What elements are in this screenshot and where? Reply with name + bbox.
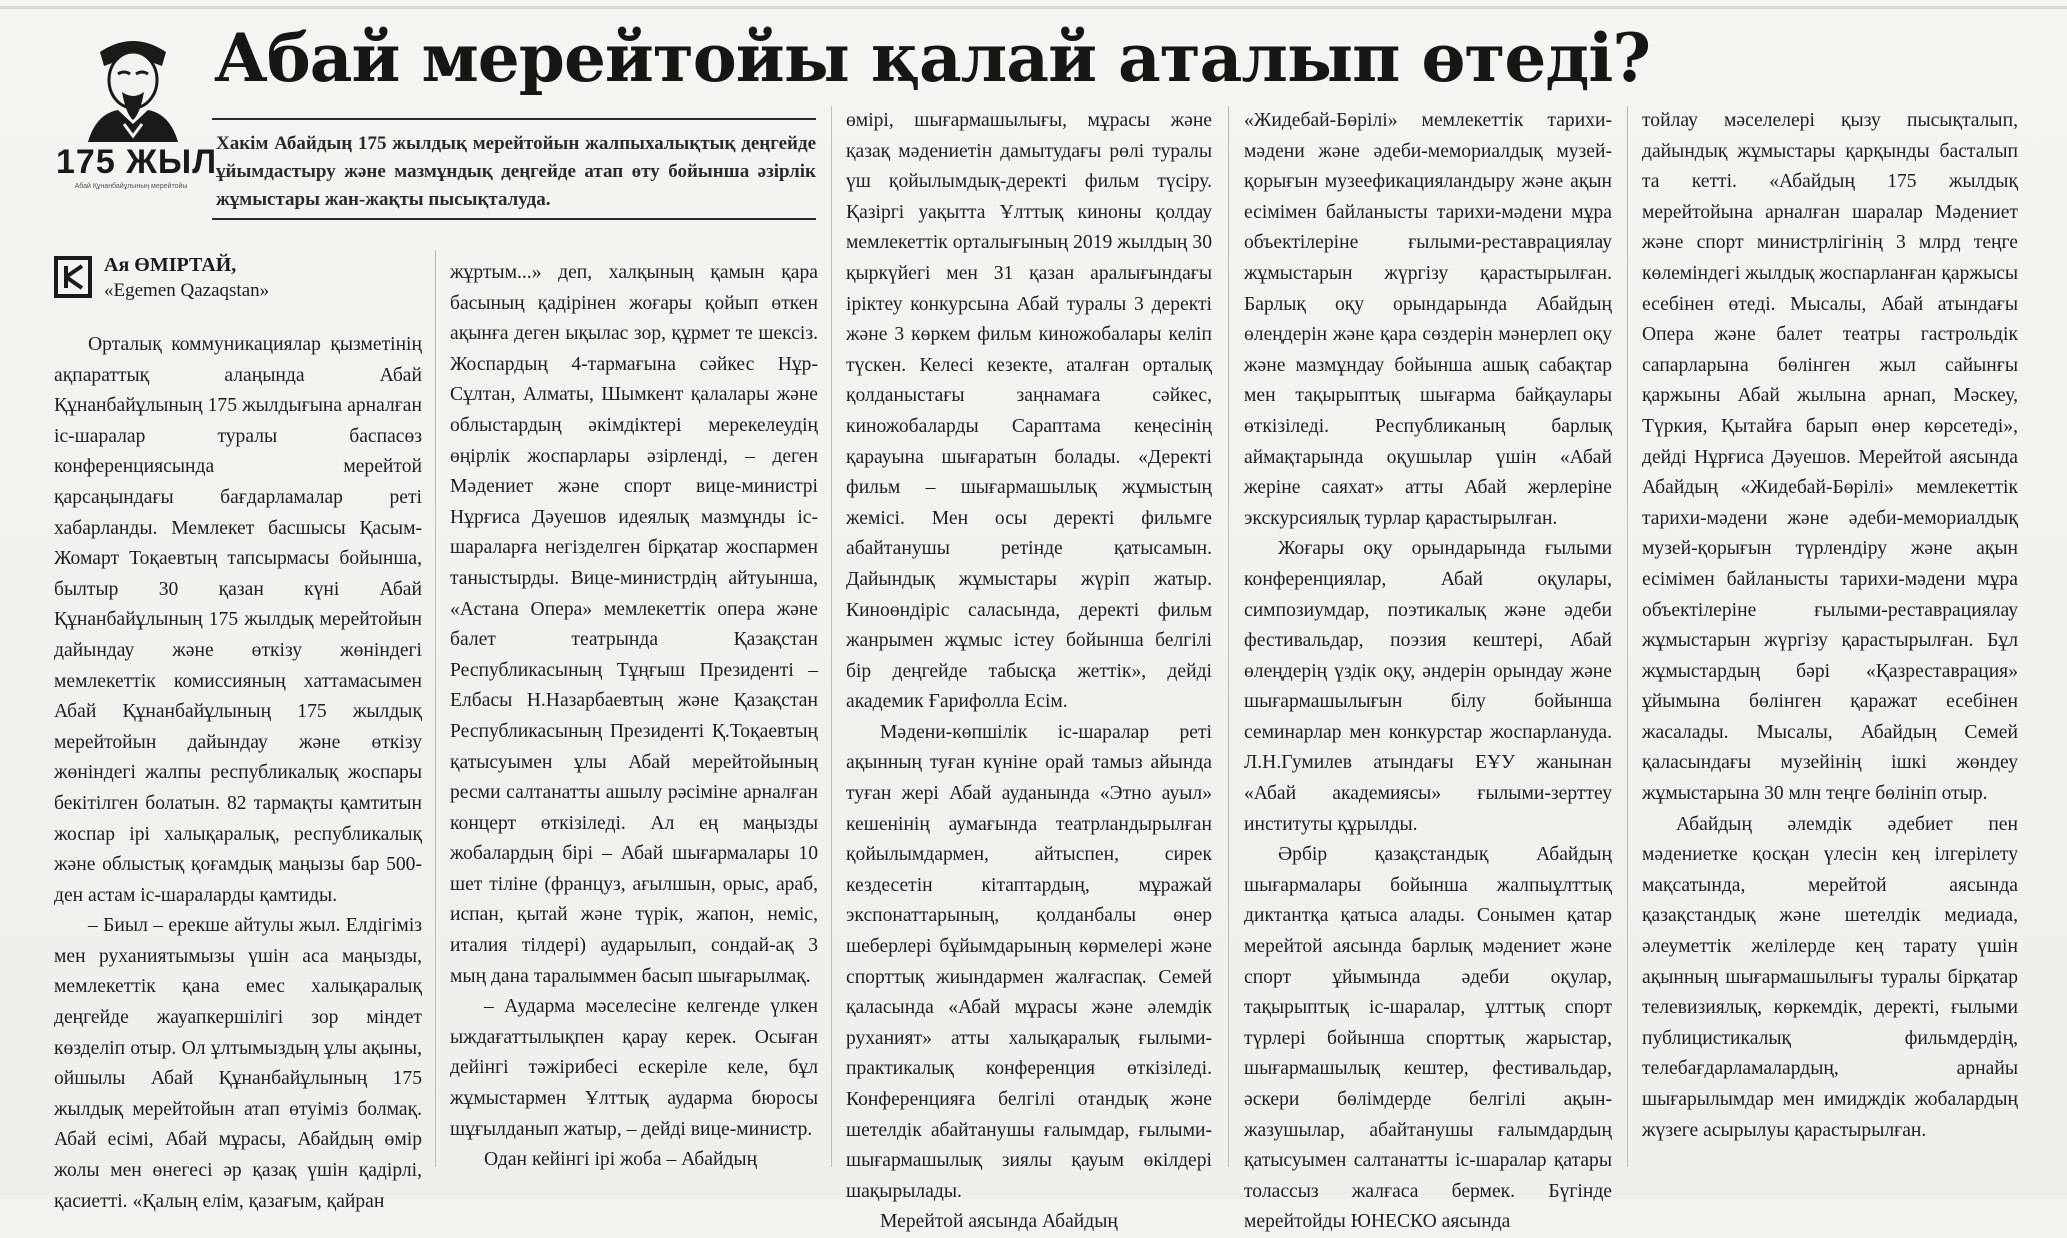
column-gutter — [1228, 106, 1229, 1167]
article-column-2 — [450, 258, 818, 1176]
paragraph: Мерейтой аясында Абайдың — [880, 1211, 1118, 1233]
article-column-1 — [54, 330, 422, 1217]
jubilee-emblem — [56, 143, 218, 191]
paragraph: Абайдың әлемдік әдебиет пен мәдениетке қосқан үлесін кең ілгерілету мақсатында, мерейтой аясында қазақстандық және шетелдік медиада, әлеуметтік желілерде кең тарату үшін ақынның шығармашылығы туралы бірқатар телевизиялық, көркемдік, деректі, ғылыми публицистикалық фильмдердің, телебағдарламалардың, арнайы шығарылымдар мен имидждік жобалардың жүзеге асырылуы қарастырылған. — [1642, 813, 2018, 1141]
byline — [104, 252, 324, 304]
column-gutter — [1627, 106, 1628, 1167]
article-column-3 — [846, 106, 1212, 1238]
byline-source: «Egemen Qazaqstan» — [104, 280, 270, 301]
paragraph: өмірі, шығармашылығы, мұрасы және қазақ мәдениетін дамытудағы рөлі туралы үш қойылымдық-деректі фильм түсіру. Қазіргі уақытта Ұлттық киноны қолдау мемлекеттік орталығының 2019 жылдың 30 қыркүйегі мен 31 қазан аралығындағы іріктеу конкурсына Абай туралы 3 деректі және 3 көркем фильм киножобалары келіп түскен. Келесі кезекте, аталған орталық қолданыстағы заңнамаға сәйкес, киножобаларды Сараптама кеңесінің қарауына шығаратын болады. «Деректі фильм – шығармашылық жұмыстың жемісі. Мен осы деректі фильмге абайтанушы ретінде қатысамын. Дайындық жұмыстары жүріп жатыр. Киноөндіріс саласында, деректі фильм жанрымен жұмыс істеу бойынша белгілі бір деңгейде табысқа жеттік», дейді академик Ғарифолла Есім. — [846, 110, 1212, 713]
article-column-5 — [1642, 106, 2018, 1146]
article-lead: Хакім Абайдың 175 жылдық мерейтойын жалпыхалықтық деңгейде ұйымдастыру және мазмұндық деңгейде атап өту бойынша әзірлік жұмыстары жан-жақты пысықталуда. — [216, 133, 816, 210]
article-headline: Абай мерейтойы қалай аталып өтеді? — [214, 19, 1651, 97]
jubilee-subtitle: Абай Құнанбайұлының мерейтойы — [74, 183, 188, 190]
paragraph: Орталық коммуникациялар қызметінің ақпараттық алаңында Абай Құнанбайұлының 175 жылдығына арналған іс-шаралар туралы баспасөз конференциясында мерейтой қарсаңындағы бағдарламалар реті хабарланды. Мемлекет басшысы Қасым-Жомарт Тоқаевтың тапсырмасы бойынша, былтыр 30 қазан күні Абай Құнанбайұлының 175 жылдық мерейтойын дайындау және өткізу жөніндегі мемлекеттік комиссияның хаттамасымен Абай Құнанбайұлының 175 жылдық мерейтойын дайындау және өткізу жөніндегі жалпы республикалық жоспары бекітілген болатын. 82 тармақты қамтитын жоспар ірі халықаралық, республикалық және облыстық қоғамдық маңызы бар 500-ден астам іс-шараларды қамтиды. — [54, 334, 422, 906]
jubilee-number: 175 ЖЫЛ — [56, 143, 218, 181]
paragraph: жұртым...» деп, халқының қамын қара басының қадірінен жоғары қойып өткен ақынға деген ықылас зор, құрмет те шексіз. Жоспардың 4-тармағына сәйкес Нұр-Сұлтан, Алматы, Шымкент қалалары және облыстардың әкімдіктері мерекелеудің өңірлік жоспарлары әзірленді, – деген Мәдениет және спорт вице-министрі Нұрғиса Дәуешов идеялық мазмұнды іс-шараларға негізделген бірқатар жоспармен таныстырды. Вице-министрдің айтуынша, «Астана Опера» мемлекеттік опера және балет театрында Қазақстан Республикасының Тұңғыш Президенті – Елбасы Н.Назарбаевтың және Қазақстан Республикасының Президенті Қ.Тоқаевтың қатысуымен ұлы Абай мерейтойының ресми салтанатты ашылу рәсіміне арналған концерт өткізіледі. Ал ең маңызды жобалардың бірі – Абай шығармалары 10 шет тіліне (француз, ағылшын, орыс, араб, испан, қытай және түрік, жапон, неміс, италия тілдері) аударылып, сондай-ақ 3 мың дана таралыммен басып шығарылмақ. — [450, 262, 818, 987]
byline-author: Ая ӨМІРТАЙ, — [104, 254, 237, 276]
abai-portrait-icon — [78, 24, 188, 142]
top-rule — [0, 6, 2067, 9]
paragraph: Әрбір қазақстандық Абайдың шығармалары бойынша жалпыұлттық диктантқа қатыса алады. Сонымен қатар мерейтой аясында барлық мәдениет және спорт ұйымында әдеби оқулар, тақырыптық іс-шаралар, ұлттық спорт түрлері бойынша спорттық жарыстар, шығармашылық кештер, фестивальдар, әскери бөлімдерде белгілі ақын-жазушылар, абайтанушы ғалымдардың қатысуымен салтанатты іс-шаралар қатары толассыз жалғаса бермек. Бүгінде мерейтойды ЮНЕСКО аясында — [1244, 844, 1612, 1233]
paragraph: тойлау мәселелері қызу пысықталып, дайындық жұмыстары қарқынды басталып та кетті. «Абайдың 175 жылдық мерейтойына арналған шаралар Мәдениет және спорт министрлігінің 3 млрд теңге көлеміндегі жылдық жоспарланған қаржысы есебінен өтеді. Мысалы, Абай атындағы Опера және балет театры гастрольдік сапарларына бөлінген жыл сайынғы қаржыны Абай жылына арнап, Мәскеу, Түркия, Қытайға барып өнер көрсетеді», дейді Нұрғиса Дәуешов. Мерейтой аясында Абайдың «Жидебай-Бөрілі» мемлекеттік тарихи-мәдени және әдеби-мемориалдық музей-қорығын түрлендіру және ақын есімімен байланысты тарихи-мәдени мұра объектілеріне ғылыми-реставрациялау жұмыстарын жүргізу қарастырылған. Бұл жұмыстардың бәрі «Қазреставрация» ұйымына бөлінген қаражат есебінен жасалады. Мысалы, Абайдың Семей қаласындағы музейінің ішкі жөндеу жұмыстарына 30 млн теңге бөлініп отыр. — [1642, 110, 2018, 805]
paragraph: – Биыл – ерекше айтулы жыл. Елдігіміз мен руханиятымызы үшін аса маңызды, мемлекеттік қана емес халықаралық деңгейде жауапкершілігі зор міндет көзделіп отыр. Ол ұлтымыздың ұлы ақыны, ойшылы Абай Құнанбайұлының 175 жылдық мерейтойын атап өтуіміз болмақ. Абай есімі, Абай мұрасы, Абайдың өмір жолы мен өнегесі әр қазақ үшін қадірлі, қасиетті. «Қалың елім, қазағым, қайран — [54, 915, 422, 1212]
column-gutter — [435, 250, 436, 1167]
column-gutter — [831, 106, 832, 1167]
lead-rule-bottom — [212, 218, 816, 220]
paragraph: Одан кейінгі ірі жоба – Абайдың — [484, 1149, 758, 1171]
paragraph: «Жидебай-Бөрілі» мемлекеттік тарихи-мәдени және әдеби-мемориалдық музей-қорығын музеефикацияландыру және ақын есімімен байланысты тарихи-мәдени мұра объектілеріне ғылыми-реставрациялау жұмыстарын жүргізу қарастырылған. Барлық оқу орындарында Абайдың өлеңдерін және қара сөздерін мәнерлеп оқу және мазмұндау бойынша ашық сабақтар мен тақырыптық шығарма байқаулары өткізіледі. Республиканың барлық аймақтарында оқушылар үшін «Абай жеріне саяхат» атты Абай жерлеріне экскурсиялық турлар қарастырылған. — [1244, 110, 1612, 529]
article-column-4 — [1244, 106, 1612, 1238]
egemen-logo-icon — [54, 256, 92, 298]
paragraph: – Аударма мәселесіне келгенде үлкен ыждағаттылықпен қарау керек. Осыған дейінгі тәжірибесі ескеріле келе, бұл жұмыстармен Ұлттық аударма бюросы шұғылданып жатыр, – дейді вице-министр. — [450, 996, 818, 1140]
paragraph: Мәдени-көпшілік іс-шаралар реті ақынның туған күніне орай тамыз айында туған жері Абай ауданында «Этно ауыл» кешенінің аумағында театрландырылған қойылымдармен, айтыспен, сирек кездесетін кітаптардың, мұражай экспонаттарының, қолданбалы өнер шеберлері бұйымдарының көрмелері және спорттық жиындармен жалғаспақ. Семей қаласында «Абай мұрасы және әлемдік руханият» атты халықаралық ғылыми-практикалық конференция өткізіледі. Конференцияға белгілі отандық және шетелдік абайтанушы ғалымдар, ғылыми-шығармашылық зиялы қауым өкілдері шақырылады. — [846, 721, 1212, 1202]
lead-rule-top — [212, 118, 816, 120]
paragraph: Жоғары оқу орындарында ғылыми конференциялар, Абай оқулары, симпозиумдар, поэтикалық және әдеби фестивальдар, поэзия кештері, Абай өлеңдерің үздік оқу, әндерін орындау және шығармашылығын білу бойынша семинарлар мен конкурстар жоспарлануда. Л.Н.Гумилев атындағы ЕҰУ жанынан «Абай академиясы» ғылыми-зерттеу институты құрылды. — [1244, 538, 1612, 835]
